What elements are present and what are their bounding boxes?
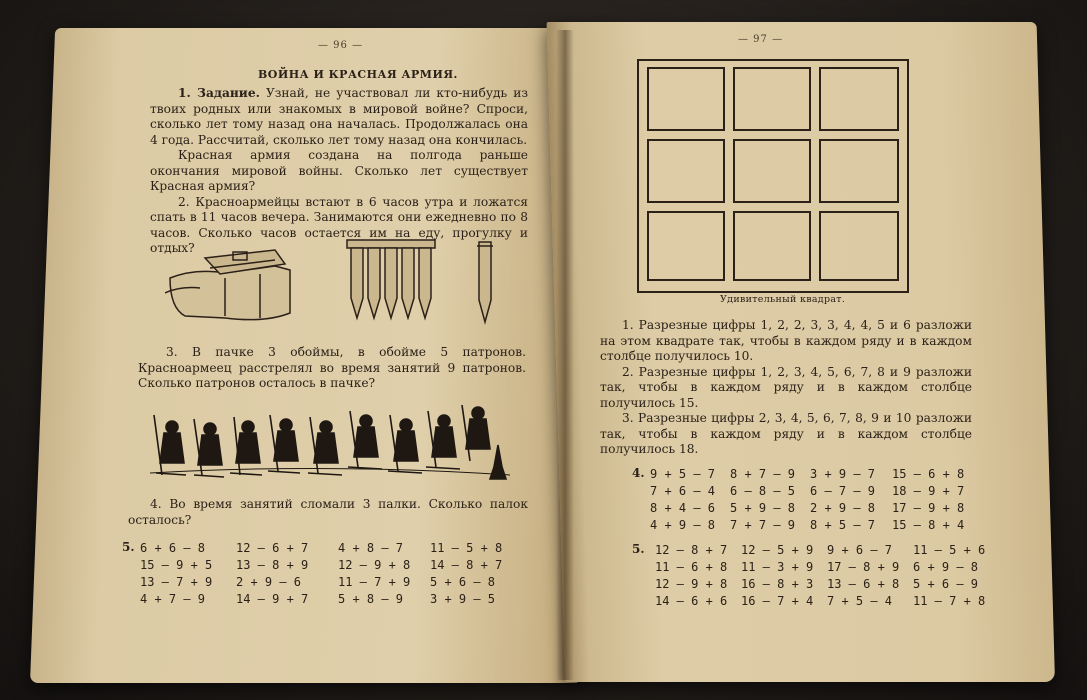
exercise-cell: 11 — 6 + 8 bbox=[655, 560, 728, 574]
exercise-cell: 14 — 9 + 7 bbox=[236, 592, 309, 606]
exercise-cell: 4 + 8 — 7 bbox=[338, 541, 404, 555]
skiers-drawing bbox=[150, 405, 510, 479]
exercise-cell: 14 — 8 + 7 bbox=[430, 558, 503, 572]
exercise-cell: 4 + 9 — 8 bbox=[650, 518, 716, 532]
exercise-cell: 12 — 9 + 8 bbox=[338, 558, 411, 572]
exercise-cell: 2 + 9 — 6 bbox=[236, 575, 302, 589]
left-page-number: — 96 — bbox=[318, 40, 364, 51]
exercise-cell: 18 — 9 + 7 bbox=[892, 484, 965, 498]
exercise-cell: 6 — 7 — 9 bbox=[810, 484, 876, 498]
right-page-number: — 97 — bbox=[738, 34, 784, 45]
square-caption: Удивительный квадрат. bbox=[720, 294, 846, 305]
exercise-cell: 7 + 5 — 4 bbox=[827, 594, 893, 608]
exercise-cell: 16 — 8 + 3 bbox=[741, 577, 814, 591]
exercise-cell: 15 — 8 + 4 bbox=[892, 518, 965, 532]
exercise-cell: 4 + 7 — 9 bbox=[140, 592, 206, 606]
left-page-heading: ВОЙНА И КРАСНАЯ АРМИЯ. bbox=[258, 68, 458, 81]
exercise-cell: 7 + 7 — 9 bbox=[730, 518, 796, 532]
task1-label: 1. Задание. bbox=[178, 86, 260, 100]
left-task5-grid bbox=[140, 540, 520, 608]
skiers-illustration bbox=[150, 405, 510, 485]
right-task5-grid bbox=[655, 542, 995, 610]
ammo-pouch-drawing bbox=[165, 250, 290, 320]
exercise-cell: 6 + 6 — 8 bbox=[140, 541, 206, 555]
exercise-cell: 5 + 9 — 8 bbox=[730, 501, 796, 515]
exercise-cell: 5 + 6 — 8 bbox=[430, 575, 496, 589]
book-gutter bbox=[556, 30, 574, 680]
exercise-cell: 7 + 6 — 4 bbox=[650, 484, 716, 498]
right-page-text-block bbox=[600, 318, 972, 458]
task1-text: Узнай, не участвовал ли кто-нибудь из твоих родных или знакомых в мировой войне? Спроси, сколько лет тому назад она началась. Продолжалась она 4 года. Рассчитай, сколько лет тому назад она кончилась. bbox=[150, 86, 528, 147]
exercise-cell: 5 + 6 — 9 bbox=[913, 577, 979, 591]
task4-block bbox=[128, 497, 528, 528]
exercise-cell: 14 — 6 + 6 bbox=[655, 594, 728, 608]
exercise-cell: 12 — 5 + 9 bbox=[741, 543, 814, 557]
exercise-cell: 12 — 9 + 8 bbox=[655, 577, 728, 591]
task1-paragraph bbox=[150, 86, 528, 148]
exercise-cell: 3 + 9 — 7 bbox=[810, 467, 876, 481]
right-task1-paragraph: 1. Разрезные цифры 1, 2, 2, 3, 3, 4, 4, 5 и 6 разложи на этом квадрате так, чтобы в каждом ряду и в каждом столбце получилось 10. bbox=[600, 318, 972, 363]
exercise-cell: 11 — 5 + 8 bbox=[430, 541, 503, 555]
exercise-cell: 17 — 9 + 8 bbox=[892, 501, 965, 515]
exercise-cell: 15 — 9 + 5 bbox=[140, 558, 213, 572]
exercise-cell: 11 — 7 + 8 bbox=[913, 594, 986, 608]
exercise-cell: 8 + 4 — 6 bbox=[650, 501, 716, 515]
task4-paragraph: 4. Во время занятий сломали 3 палки. Сколько палок осталось? bbox=[128, 497, 528, 527]
exercise-cell: 6 — 8 — 5 bbox=[730, 484, 796, 498]
right-task5-label: 5. bbox=[632, 542, 645, 556]
exercise-cell: 13 — 7 + 9 bbox=[140, 575, 213, 589]
exercise-cell: 13 — 8 + 9 bbox=[236, 558, 309, 572]
exercise-cell: 11 — 3 + 9 bbox=[741, 560, 814, 574]
exercise-cell: 8 + 5 — 7 bbox=[810, 518, 876, 532]
exercise-cell: 11 — 7 + 9 bbox=[338, 575, 411, 589]
exercise-cell: 12 — 8 + 7 bbox=[655, 543, 728, 557]
magic-square-grid bbox=[636, 58, 910, 294]
right-task3-paragraph: 3. Разрезные цифры 2, 3, 4, 5, 6, 7, 8, 9 и 10 разложи так, чтобы в каждом ряду и в каждом столбце получилось 18. bbox=[600, 411, 972, 456]
right-task4-label: 4. bbox=[632, 466, 645, 480]
task1-paragraph-2: Красная армия создана на полгода раньше окончания мировой войны. Сколько лет существует Красная армия? bbox=[150, 148, 528, 193]
exercise-cell: 9 + 5 — 7 bbox=[650, 467, 716, 481]
right-task2-paragraph: 2. Разрезные цифры 1, 2, 3, 4, 5, 6, 7, 8 и 9 разложи так, чтобы в каждом ряду и в каждом столбце получилось 15. bbox=[600, 364, 972, 410]
right-task4-grid bbox=[650, 466, 976, 534]
exercise-cell: 15 — 6 + 8 bbox=[892, 467, 965, 481]
exercise-cell: 6 + 9 — 8 bbox=[913, 560, 979, 574]
task2-paragraph: 2. Красноармейцы встают в 6 часов утра и ложатся спать в 11 часов вечера. Занимаются они ежедневно по 8 часов. Сколько часов остается им на еду, прогулку и отдых? bbox=[150, 194, 528, 255]
exercise-cell: 9 + 6 — 7 bbox=[827, 543, 893, 557]
exercise-cell: 12 — 6 + 7 bbox=[236, 541, 309, 555]
cartridge-clip-drawing bbox=[347, 240, 435, 318]
exercise-cell: 11 — 5 + 6 bbox=[913, 543, 986, 557]
exercise-cell: 3 + 9 — 5 bbox=[430, 592, 496, 606]
left-page-text-block bbox=[150, 86, 528, 257]
ammo-illustration bbox=[165, 238, 535, 328]
exercise-cell: 13 — 6 + 8 bbox=[827, 577, 900, 591]
exercise-cell: 17 — 8 + 9 bbox=[827, 560, 900, 574]
single-cartridge-drawing bbox=[477, 242, 493, 322]
task3-block bbox=[138, 345, 526, 392]
left-task5-label: 5. bbox=[122, 540, 135, 554]
task3-paragraph: 3. В пачке 3 обоймы, в обойме 5 патронов. Красноармеец расстрелял во время занятий 9 патронов. Сколько патронов осталось в пачке? bbox=[138, 345, 526, 390]
exercise-cell: 16 — 7 + 4 bbox=[741, 594, 814, 608]
exercise-cell: 5 + 8 — 9 bbox=[338, 592, 404, 606]
exercise-cell: 2 + 9 — 8 bbox=[810, 501, 876, 515]
exercise-cell: 8 + 7 — 9 bbox=[730, 467, 796, 481]
